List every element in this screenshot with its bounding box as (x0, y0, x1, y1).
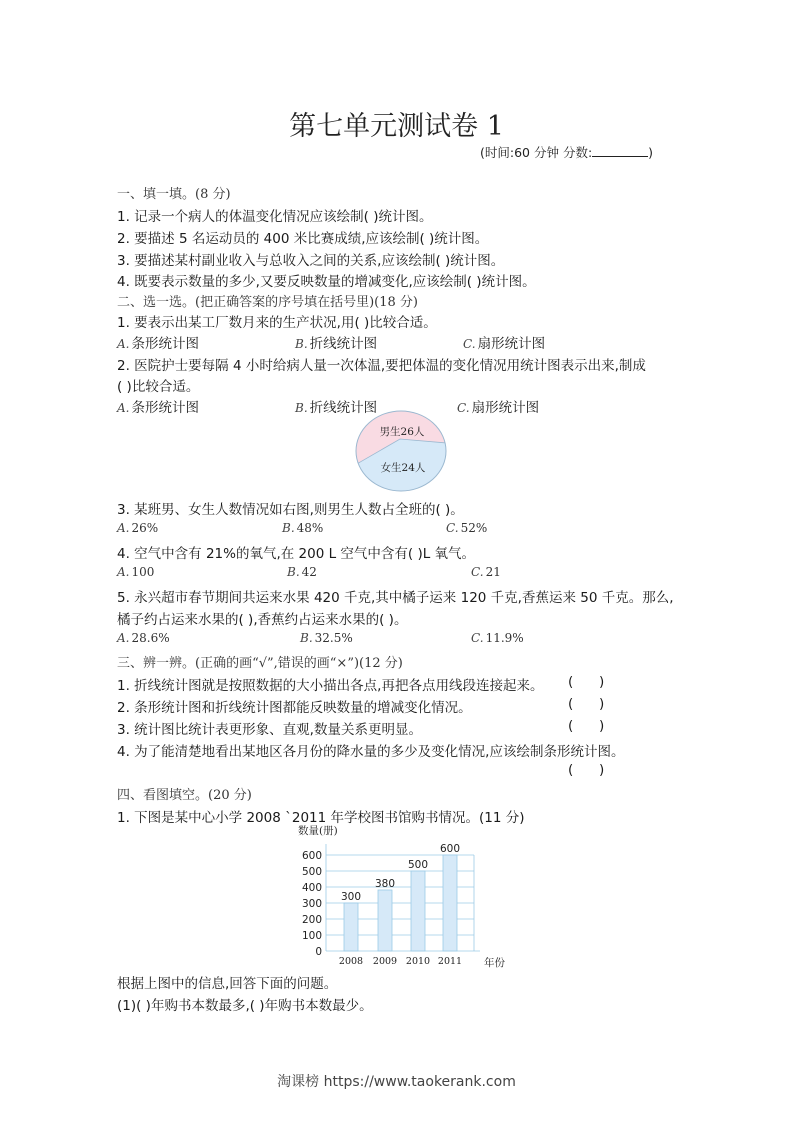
score-blank[interactable] (592, 144, 648, 157)
y-tick: 500 (301, 866, 322, 878)
y-tick: 400 (301, 882, 322, 894)
exam-meta (480, 143, 653, 161)
section3-item: 3. 统计图比统计表更形象、直观,数量关系更明显。 (117, 722, 422, 738)
answer-paren[interactable]: ( ) (568, 718, 605, 734)
s4-sub1: (1)( )年购书本数最多,( )年购书本数最少。 (117, 998, 373, 1014)
bar-2011 (443, 855, 457, 951)
bar-2010 (411, 871, 425, 951)
section4-heading: 四、看图填空。(20 分) (117, 788, 252, 803)
section3-item: 2. 条形统计图和折线统计图都能反映数量的增减变化情况。 (117, 700, 472, 716)
bar-value: 300 (340, 891, 362, 903)
y-tick: 600 (301, 850, 322, 862)
section1-item: 3. 要描述某村副业收入与总收入之间的关系,应该绘制( )统计图。 (117, 253, 505, 269)
x-axis-label: 年份 (484, 957, 505, 969)
s2-q2-option-b: B. 折线统计图 (295, 400, 378, 416)
page-title: 第七单元测试卷 1 (289, 111, 504, 142)
section1-item: 4. 既要表示数量的多少,又要反映数量的增减变化,应该绘制( )统计图。 (117, 274, 536, 290)
x-tick: 2011 (437, 956, 463, 967)
x-tick: 2010 (405, 956, 431, 967)
s2-q2-option-a: A. 条形统计图 (117, 400, 199, 416)
pie-label-girls: 女生24人 (380, 462, 426, 474)
answer-paren[interactable]: ( ) (568, 762, 605, 778)
s2-q5-option-c: C. 11.9% (471, 631, 524, 645)
s2-q4-option-c: C. 21 (471, 565, 501, 579)
bar-2009 (378, 890, 392, 951)
s2-q3-option-c: C. 52% (446, 521, 488, 535)
section1-item: 2. 要描述 5 名运动员的 400 米比赛成绩,应该绘制( )统计图。 (117, 231, 489, 247)
s2-q1-text: 1. 要表示出某工厂数月来的生产状况,用( )比较合适。 (117, 315, 437, 331)
answer-paren[interactable]: ( ) (568, 674, 605, 690)
meta-prefix: (时间:60 分钟 分数: (480, 145, 593, 160)
s2-q5-option-b: B. 32.5% (300, 631, 353, 645)
s2-q1-option-b: B. 折线统计图 (295, 336, 378, 352)
s4-q1-text: 1. 下图是某中心小学 2008 ˋ2011 年学校图书馆购书情况。(11 分) (117, 810, 525, 826)
section3-heading: 三、辨一辨。(正确的画“√”,错误的画“×”)(12 分) (117, 656, 403, 671)
gender-pie-chart (355, 410, 447, 492)
section3-item: 1. 折线统计图就是按照数据的大小描出各点,再把各点用线段连接起来。 (117, 678, 544, 694)
bar-value: 380 (374, 878, 396, 890)
pie-label-boys: 男生26人 (379, 426, 425, 438)
s2-q3-option-b: B. 48% (282, 521, 324, 535)
x-tick: 2008 (338, 956, 364, 967)
s2-q4-option-b: B. 42 (287, 565, 317, 579)
watermark: 淘课榜 https://www.taokerank.com (277, 1074, 516, 1090)
bar-value: 500 (407, 859, 429, 871)
s2-q4-option-a: A. 100 (117, 565, 155, 579)
s2-q5-option-a: A. 28.6% (117, 631, 170, 645)
meta-suffix: ) (648, 145, 654, 160)
answer-paren[interactable]: ( ) (568, 696, 605, 712)
s2-q4-text: 4. 空气中含有 21%的氧气,在 200 L 空气中含有( )L 氧气。 (117, 546, 476, 562)
section3-item: 4. 为了能清楚地看出某地区各月份的降水量的多少及变化情况,应该绘制条形统计图。 (117, 744, 625, 760)
bar-2008 (344, 903, 358, 951)
book-purchase-bar-chart (294, 822, 509, 970)
y-tick: 0 (315, 946, 322, 958)
s2-q2-text: 2. 医院护士要每隔 4 小时给病人量一次体温,要把体温的变化情况用统计图表示出来,制成 (117, 358, 646, 374)
s2-q3-option-a: A. 26% (117, 521, 159, 535)
section1-item: 1. 记录一个病人的体温变化情况应该绘制( )统计图。 (117, 209, 433, 225)
s4-instruction: 根据上图中的信息,回答下面的问题。 (117, 976, 338, 992)
s2-q3-text: 3. 某班男、女生人数情况如右图,则男生人数占全班的( )。 (117, 502, 464, 518)
s2-q5-text2: 橘子约占运来水果的( ),香蕉约占运来水果的( )。 (117, 612, 408, 628)
y-axis-label: 数量(册) (298, 825, 338, 837)
s2-q1-option-c: C. 扇形统计图 (463, 336, 546, 352)
s2-q1-option-a: A. 条形统计图 (117, 336, 199, 352)
y-tick: 200 (301, 914, 322, 926)
section1-heading: 一、填一填。(8 分) (117, 187, 231, 202)
x-tick: 2009 (372, 956, 398, 967)
section2-heading: 二、选一选。(把正确答案的序号填在括号里)(18 分) (117, 295, 418, 310)
s2-q2-text2: ( )比较合适。 (117, 379, 200, 395)
s2-q2-option-c: C. 扇形统计图 (457, 400, 540, 416)
y-tick: 300 (301, 898, 322, 910)
s2-q5-text: 5. 永兴超市春节期间共运来水果 420 千克,其中橘子运来 120 千克,香蕉运来 50 千克。那么, (117, 590, 674, 606)
bar-value: 600 (439, 843, 461, 855)
y-tick: 100 (301, 930, 322, 942)
